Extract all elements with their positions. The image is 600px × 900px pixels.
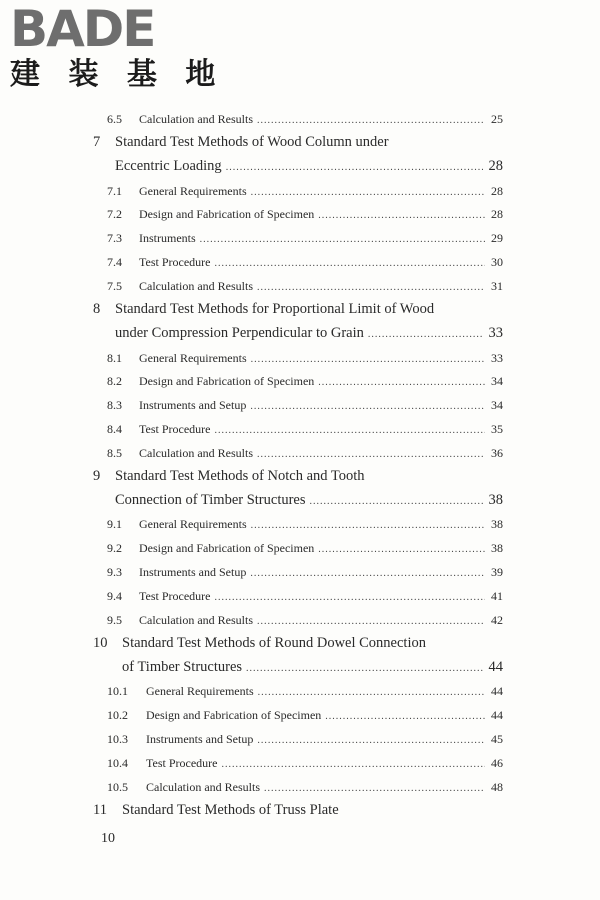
toc-entry-number: 9.4 — [107, 589, 122, 603]
toc-entry-page: 33 — [488, 324, 503, 341]
toc-entry-title: Instruments and Setup — [139, 398, 247, 413]
toc-entry-page: 30 — [491, 255, 503, 270]
toc-section-entry — [107, 708, 503, 724]
toc-dot-leader — [325, 711, 485, 722]
toc-entry-title: Test Procedure — [146, 755, 218, 770]
toc-dot-leader — [214, 592, 485, 603]
toc-dot-leader — [257, 449, 485, 460]
toc-entry-page: 38 — [488, 491, 503, 508]
toc-entry-page: 33 — [491, 350, 503, 365]
toc-section-entry — [107, 279, 503, 295]
toc-section-entry — [107, 374, 503, 390]
toc-entry-title: Test Procedure — [139, 255, 211, 270]
toc-chapter-entry — [93, 802, 503, 822]
toc-dot-leader — [368, 329, 483, 340]
toc-entry-number: 11 — [93, 801, 107, 818]
toc-section-entry — [107, 780, 503, 796]
toc-entry-title: Calculation and Results — [139, 278, 253, 293]
toc-entry-title: Instruments — [139, 231, 196, 246]
toc-chapter-entry — [115, 325, 503, 345]
toc-chapter-entry — [122, 659, 503, 679]
toc-entry-number: 6.5 — [107, 112, 122, 126]
toc-entry-page: 44 — [491, 708, 503, 723]
toc-dot-leader — [226, 162, 483, 173]
toc-dot-leader — [246, 663, 482, 674]
toc-entry-number: 7.1 — [107, 183, 122, 198]
toc-entry-number: 7.5 — [107, 278, 122, 293]
toc-dot-leader — [200, 234, 485, 245]
toc-entry-title: General Requirements — [139, 183, 247, 198]
toc-entry-page: 29 — [491, 231, 503, 246]
toc-dot-leader — [251, 187, 485, 198]
toc-entry-title: Design and Fabrication of Specimen — [146, 708, 322, 723]
toc-entry-title: General Requirements — [146, 684, 254, 699]
toc-entry-title: Design and Fabrication of Specimen — [139, 374, 315, 389]
toc-entry-page: 39 — [491, 565, 503, 580]
toc-dot-leader — [258, 687, 485, 698]
toc-entry-title: Test Procedure — [139, 422, 211, 437]
toc-section-entry — [107, 207, 503, 223]
toc-entry-title: Standard Test Methods of Round Dowel Connection — [122, 634, 426, 651]
toc-entry-page: 31 — [491, 278, 503, 293]
toc-entry-page: 28 — [491, 207, 503, 222]
toc-section-entry — [107, 732, 503, 748]
toc-section-entry — [107, 112, 503, 128]
toc-entry-page: 25 — [491, 112, 503, 126]
toc-chapter-entry — [93, 134, 503, 154]
toc-entry-title: Standard Test Methods of Wood Column under — [115, 133, 389, 150]
toc-entry-page: 45 — [491, 732, 503, 747]
toc-entry-number: 9 — [93, 467, 101, 484]
toc-entry-number: 8.1 — [107, 350, 122, 365]
toc-entry-number: 8 — [93, 300, 101, 317]
toc-dot-leader — [318, 210, 485, 221]
toc-entry-number: 10.4 — [107, 755, 128, 770]
toc-entry-title: Eccentric Loading — [115, 157, 222, 174]
toc-entry-page: 46 — [491, 755, 503, 770]
toc-section-entry — [107, 756, 503, 772]
toc-dot-leader — [214, 258, 485, 269]
toc-dot-leader — [264, 783, 485, 794]
toc-entry-title: Connection of Timber Structures — [115, 491, 306, 508]
toc-dot-leader — [250, 568, 485, 579]
toc-entry-number: 8.4 — [107, 422, 122, 437]
toc-section-entry — [107, 589, 503, 605]
toc-entry-number: 9.5 — [107, 612, 122, 627]
toc-entry-title: Design and Fabrication of Specimen — [139, 541, 315, 556]
toc-entry-number: 9.2 — [107, 541, 122, 556]
toc-entry-page: 35 — [491, 422, 503, 437]
toc-entry-number: 7 — [93, 133, 101, 150]
toc-entry-page: 38 — [491, 541, 503, 556]
toc-entry-number: 10 — [93, 634, 108, 651]
toc-entry-title: General Requirements — [139, 517, 247, 532]
toc-entry-number: 10.1 — [107, 684, 128, 699]
toc-entry-number: 8.2 — [107, 374, 122, 389]
toc-section-entry — [107, 446, 503, 462]
toc-section-entry — [107, 184, 503, 200]
toc-entry-page: 42 — [491, 612, 503, 627]
toc-entry-number: 9.1 — [107, 517, 122, 532]
toc-chapter-entry — [115, 492, 503, 512]
toc-chapter-entry — [115, 158, 503, 178]
toc-section-entry — [107, 398, 503, 414]
toc-entry-page: 38 — [491, 517, 503, 532]
toc-dot-leader — [257, 616, 485, 627]
toc-dot-leader — [251, 354, 485, 365]
toc-chapter-entry — [93, 635, 503, 655]
toc-section-entry — [107, 684, 503, 700]
toc-entry-title: General Requirements — [139, 350, 247, 365]
toc-entry-number: 9.3 — [107, 565, 122, 580]
toc-section-entry — [107, 422, 503, 438]
toc-dot-leader — [310, 496, 483, 507]
toc-section-entry — [107, 613, 503, 629]
toc-section-entry — [107, 565, 503, 581]
toc-dot-leader — [318, 377, 485, 388]
toc-dot-leader — [214, 425, 485, 436]
toc-entry-title: of Timber Structures — [122, 658, 243, 675]
toc-dot-leader — [251, 520, 485, 531]
toc-entry-page: 41 — [491, 589, 503, 603]
toc-entry-page: 36 — [491, 445, 503, 460]
toc-entry-title: Calculation and Results — [139, 445, 253, 460]
toc-entry-page: 44 — [491, 684, 503, 699]
toc-entry-title: Design and Fabrication of Specimen — [139, 207, 315, 222]
toc-entry-number: 10.3 — [107, 732, 128, 747]
publisher-logo — [10, 0, 225, 92]
toc-dot-leader — [257, 282, 485, 293]
toc-entry-page: 28 — [488, 157, 503, 174]
toc-chapter-entry — [93, 301, 503, 321]
toc-entry-number: 8.5 — [107, 445, 122, 460]
toc-entry-number: 10.2 — [107, 708, 128, 723]
logo-latin-text: BADE — [10, 0, 155, 58]
toc-dot-leader — [221, 759, 485, 770]
page-number: 10 — [101, 831, 115, 846]
toc-entry-title: Calculation and Results — [139, 612, 253, 627]
toc-entry-title: Standard Test Methods for Proportional Limit of Wood — [115, 300, 435, 317]
toc-entry-title: Calculation and Results — [139, 112, 253, 126]
toc-entry-page: 48 — [491, 779, 503, 794]
toc-entry-page: 28 — [491, 183, 503, 198]
toc-dot-leader — [257, 735, 485, 746]
toc-entry-title: under Compression Perpendicular to Grain — [115, 324, 364, 341]
toc-entry-title: Test Procedure — [139, 589, 211, 603]
toc-entry-title: Calculation and Results — [146, 779, 260, 794]
toc-section-entry — [107, 351, 503, 367]
toc-entry-number: 7.3 — [107, 231, 122, 246]
toc-entry-title: Standard Test Methods of Notch and Tooth — [115, 467, 365, 484]
toc-entry-title: Instruments and Setup — [146, 732, 254, 747]
toc-chapter-entry — [93, 468, 503, 488]
toc-dot-leader — [318, 544, 485, 555]
toc-entry-number: 8.3 — [107, 398, 122, 413]
toc-section-entry — [107, 231, 503, 247]
logo-chinese-text: 建 装 基 地 — [10, 57, 225, 92]
toc-entry-number: 7.2 — [107, 207, 122, 222]
toc-entry-number: 7.4 — [107, 255, 122, 270]
toc-section-entry — [107, 255, 503, 271]
toc-dot-leader — [257, 115, 485, 126]
toc-entry-page: 44 — [488, 658, 503, 675]
toc-dot-leader — [250, 401, 485, 412]
toc-entry-page: 34 — [491, 398, 503, 413]
toc-entry-page: 34 — [491, 374, 503, 389]
toc-section-entry — [107, 517, 503, 533]
toc-entry-number: 10.5 — [107, 779, 128, 794]
toc-section-entry — [107, 541, 503, 557]
toc-entry-title: Instruments and Setup — [139, 565, 247, 580]
toc-entry-title: Standard Test Methods of Truss Plate — [122, 801, 339, 818]
